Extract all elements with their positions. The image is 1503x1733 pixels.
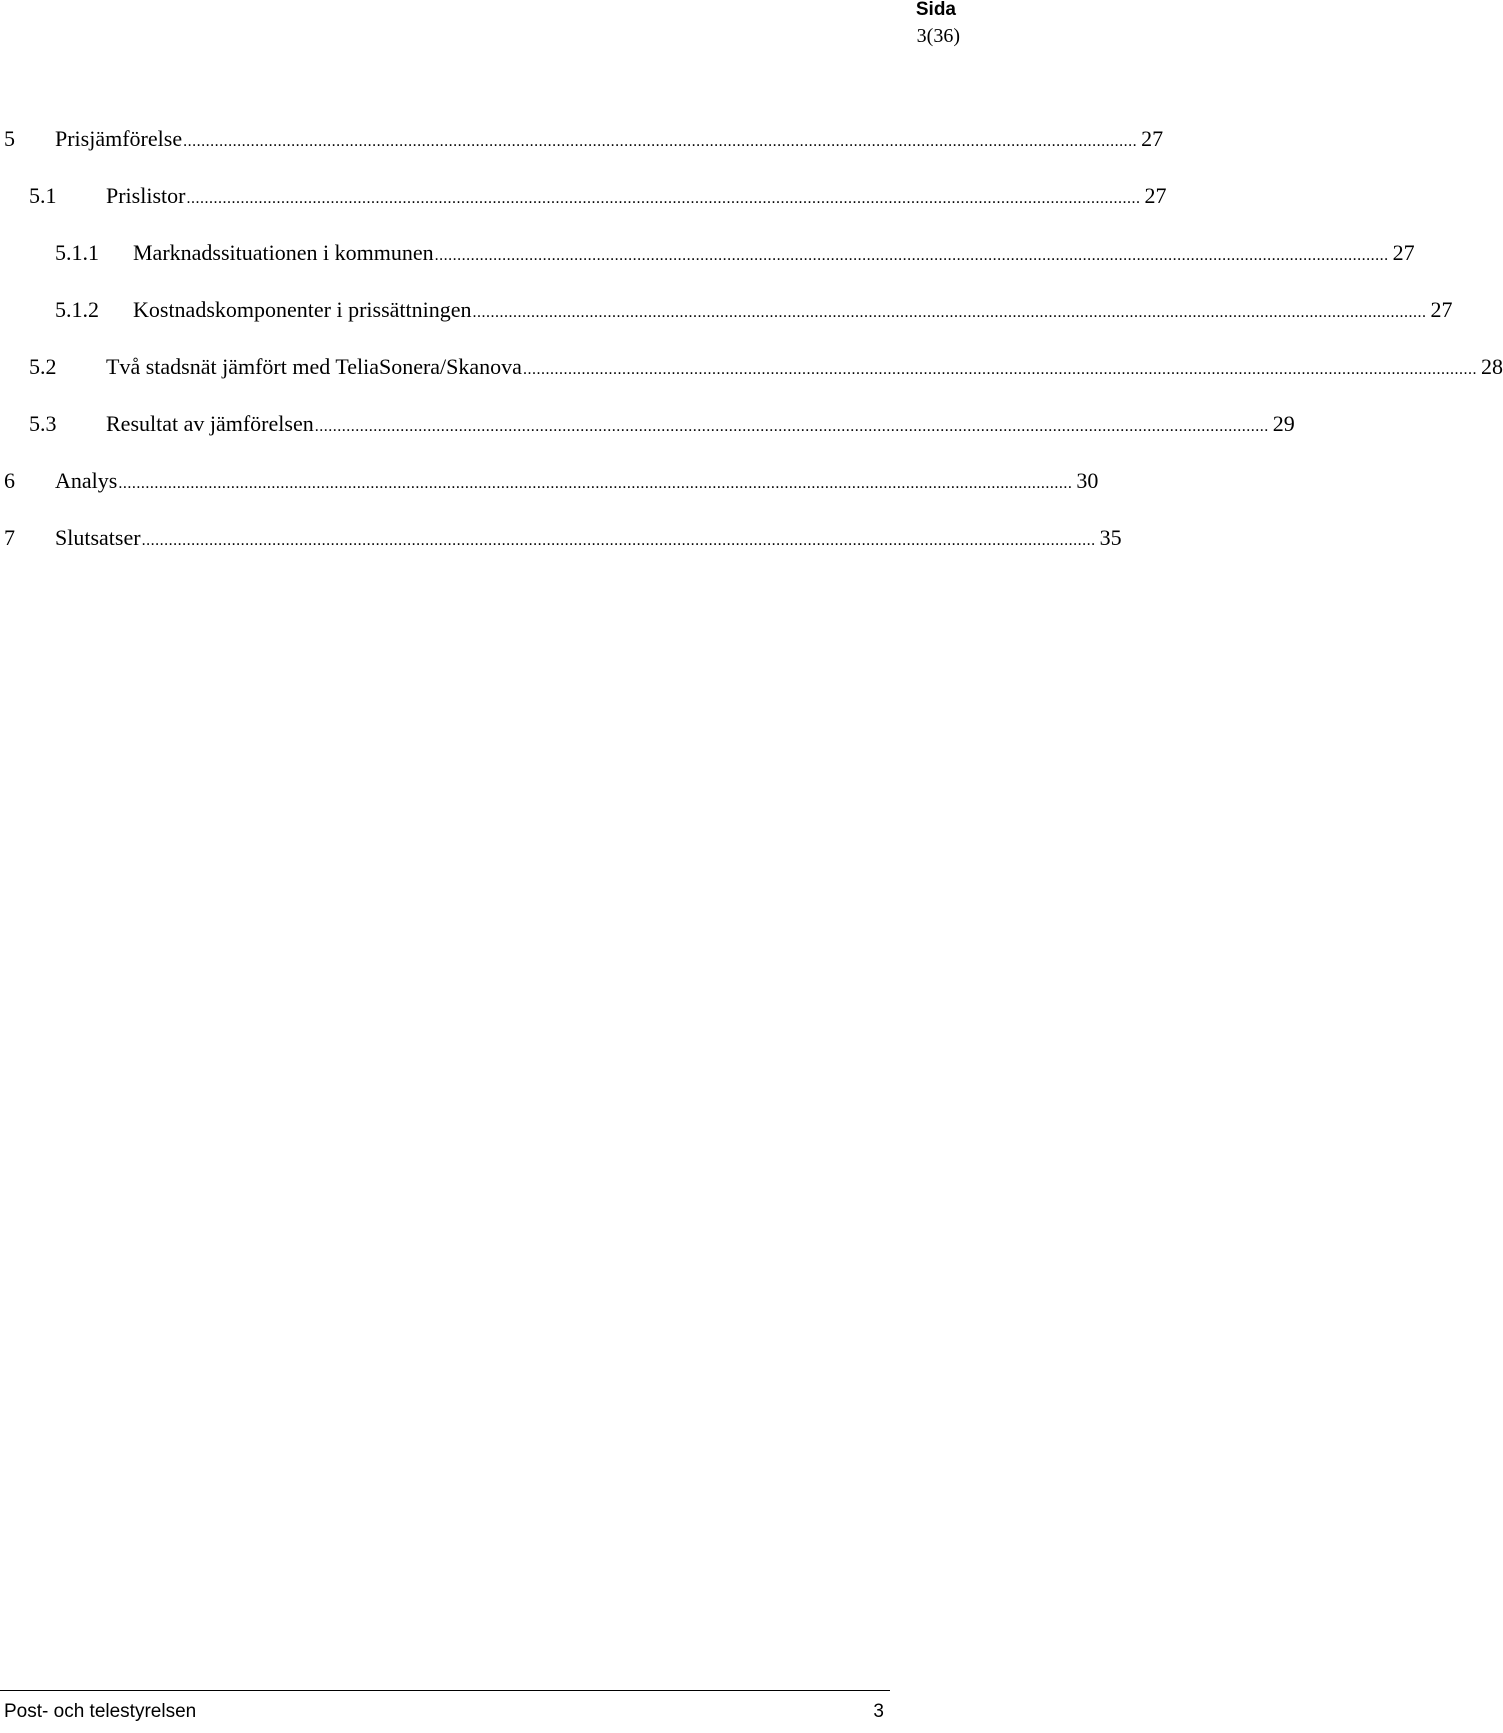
toc-entry-page: 27 xyxy=(1430,297,1453,322)
toc-entry-number: 6 xyxy=(4,468,15,493)
page-header xyxy=(840,0,960,52)
toc-entry-number: 5.1.2 xyxy=(55,297,99,322)
toc-entry-page: 27 xyxy=(1141,126,1164,151)
toc-entry-title: Resultat av jämförelsen xyxy=(106,411,314,436)
footer-organization: Post- och telestyrelsen xyxy=(4,1701,197,1722)
toc-entry-number: 5.2 xyxy=(29,354,57,379)
page-label: Sida xyxy=(915,0,956,20)
toc-leader-dots: .................................................................................................................................................................................................................... xyxy=(141,532,1096,549)
toc-entry-5-1[interactable] xyxy=(0,179,1167,213)
toc-entry-title: Slutsatser xyxy=(55,525,141,550)
toc-entry-title: Kostnadskomponenter i prissättningen xyxy=(133,297,472,322)
toc-entry-page: 30 xyxy=(1076,468,1099,493)
toc-entry-5-1-1[interactable] xyxy=(0,236,1415,270)
footer-divider xyxy=(0,1690,890,1691)
toc-entry-title: Prisjämförelse xyxy=(55,126,183,151)
toc-entry-5-1-2[interactable] xyxy=(0,293,1453,327)
toc-entry-number: 5.1.1 xyxy=(55,240,99,265)
toc-leader-dots: .................................................................................................................................................................................................................... xyxy=(472,304,1427,321)
footer-page-number: 3 xyxy=(873,1701,884,1722)
toc-entry-5[interactable] xyxy=(0,122,1164,156)
toc-entry-page: 29 xyxy=(1272,411,1295,436)
toc-leader-dots: .................................................................................................................................................................................................................... xyxy=(118,475,1073,492)
toc-entry-5-3[interactable] xyxy=(0,407,1295,441)
toc-leader-dots: .................................................................................................................................................................................................................... xyxy=(522,361,1477,378)
toc-entry-page: 27 xyxy=(1144,183,1167,208)
toc-entry-number: 7 xyxy=(4,525,15,550)
toc-leader-dots: .................................................................................................................................................................................................................... xyxy=(434,247,1389,264)
toc-entry-page: 35 xyxy=(1099,525,1122,550)
toc-leader-dots: .................................................................................................................................................................................................................... xyxy=(314,418,1269,435)
toc-entry-5-2[interactable] xyxy=(0,350,1503,384)
toc-entry-number: 5.3 xyxy=(29,411,57,436)
toc-leader-dots: .................................................................................................................................................................................................................... xyxy=(186,190,1141,207)
toc-entry-title: Prislistor xyxy=(106,183,186,208)
toc-entry-title: Analys xyxy=(55,468,118,493)
toc-entry-page: 27 xyxy=(1392,240,1415,265)
toc-entry-title: Två stadsnät jämfört med TeliaSonera/Skanova xyxy=(106,354,522,379)
toc-entry-title: Marknadssituationen i kommunen xyxy=(133,240,434,265)
toc-entry-7[interactable] xyxy=(0,521,1122,555)
toc-entry-page: 28 xyxy=(1480,354,1503,379)
page-footer xyxy=(4,1700,884,1724)
toc-entry-number: 5 xyxy=(4,126,15,151)
toc-entry-6[interactable] xyxy=(0,464,1099,498)
page-count: 3(36) xyxy=(916,25,960,47)
toc-entry-number: 5.1 xyxy=(29,183,57,208)
toc-leader-dots: .................................................................................................................................................................................................................... xyxy=(183,133,1138,150)
